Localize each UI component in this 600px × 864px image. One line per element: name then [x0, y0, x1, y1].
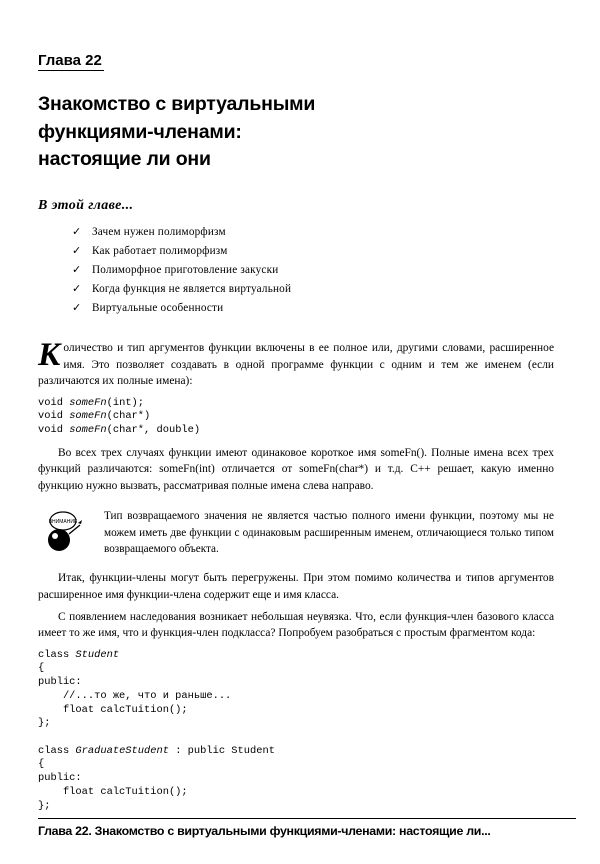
- page-footer: Глава 22. Знакомство с виртуальными функциями-членами: настоящие ли...: [38, 818, 576, 838]
- code-block-1: [38, 397, 554, 438]
- tip-callout: [38, 508, 554, 560]
- page-title: [38, 91, 554, 174]
- list-item-label: Зачем нужен полиморфизм: [92, 226, 226, 239]
- code-line: class GraduateStudent : public Student: [38, 744, 275, 757]
- chapter-title-line-2: функциями-членами:: [38, 120, 242, 143]
- chapter-topics-list: [38, 226, 554, 314]
- chapter-title-line-3: настоящие ли они: [38, 148, 211, 171]
- code-line: void someFn(char*): [38, 410, 151, 423]
- warning-icon-svg: [44, 508, 88, 554]
- code-line: void someFn(char*, double): [38, 424, 201, 437]
- list-item-label: Когда функция не является виртуальной: [92, 283, 292, 296]
- code-line: class Student: [38, 648, 120, 661]
- intro-paragraph: [38, 337, 554, 390]
- list-item: [38, 264, 554, 276]
- chapter-title-line-1: Знакомство с виртуальными: [38, 93, 316, 115]
- list-item: [38, 283, 554, 295]
- check-icon: ✓: [72, 244, 82, 258]
- list-item: [38, 226, 554, 238]
- paragraph-2: Во всех трех случаях функции имеют одинаковое короткое имя someFn(). Полные имена всех трех функций различаются: someFn(int) отличается от someFn(char*) и т.д. C++ решает, какую именно функцию нужно вызвать, рассматривая полные имена слева направо.: [38, 446, 554, 492]
- check-icon: ✓: [72, 263, 82, 277]
- check-icon: ✓: [72, 301, 82, 315]
- code-line: public:: [38, 676, 82, 689]
- check-icon: ✓: [72, 282, 82, 296]
- paragraph-3: Итак, функции-члены могут быть перегружены. При этом помимо количества и типов аргументов расширенное имя функции-члена содержит еще и имя класса.: [38, 572, 554, 601]
- code-line: float calcTuition();: [38, 785, 188, 798]
- body-content: [38, 337, 554, 813]
- chapter-label: Глава 22: [38, 52, 102, 69]
- list-item: [38, 245, 554, 257]
- list-item-label: Виртуальные особенности: [92, 302, 224, 315]
- in-this-chapter-heading: В этой главе...: [38, 198, 134, 214]
- list-item: [38, 302, 554, 314]
- code-block-2: [38, 649, 554, 814]
- code-line: {: [38, 758, 45, 771]
- code-line: //...то же, что и раньше...: [38, 689, 232, 702]
- code-line: public:: [38, 772, 82, 785]
- list-item-label: Как работает полиморфизм: [92, 245, 228, 258]
- code-line: {: [38, 662, 45, 675]
- svg-text:ВНИМАНИЕ: ВНИМАНИЕ: [48, 519, 78, 526]
- check-icon: ✓: [72, 225, 82, 239]
- list-item-label: Полиморфное приготовление закуски: [92, 264, 279, 277]
- code-line: };: [38, 799, 51, 812]
- drop-cap: К: [38, 337, 61, 374]
- code-line: void someFn(int);: [38, 396, 145, 409]
- warning-icon: [44, 508, 88, 554]
- paragraph-4: С появлением наследования возникает небольшая неувязка. Что, если функция-член базового класса имеет то же имя, что и функция-член подкласса? Попробуем разобраться с простым фрагментом кода:: [38, 610, 554, 640]
- code-line: float calcTuition();: [38, 703, 188, 716]
- code-line: };: [38, 717, 51, 730]
- intro-paragraph-text: оличество и тип аргументов функции включены в ее полное или, другими словами, расширенное имя. Это позволяет создавать в одной программе функции с одним и тем же именем (если различаются их полные имена):: [38, 342, 554, 388]
- tip-text: Тип возвращаемого значения не является частью полного имени функции, поэтому мы не можем иметь две функции с одинаковым расширенным именем, отличающиеся только типом возвращаемого объекта.: [104, 510, 554, 555]
